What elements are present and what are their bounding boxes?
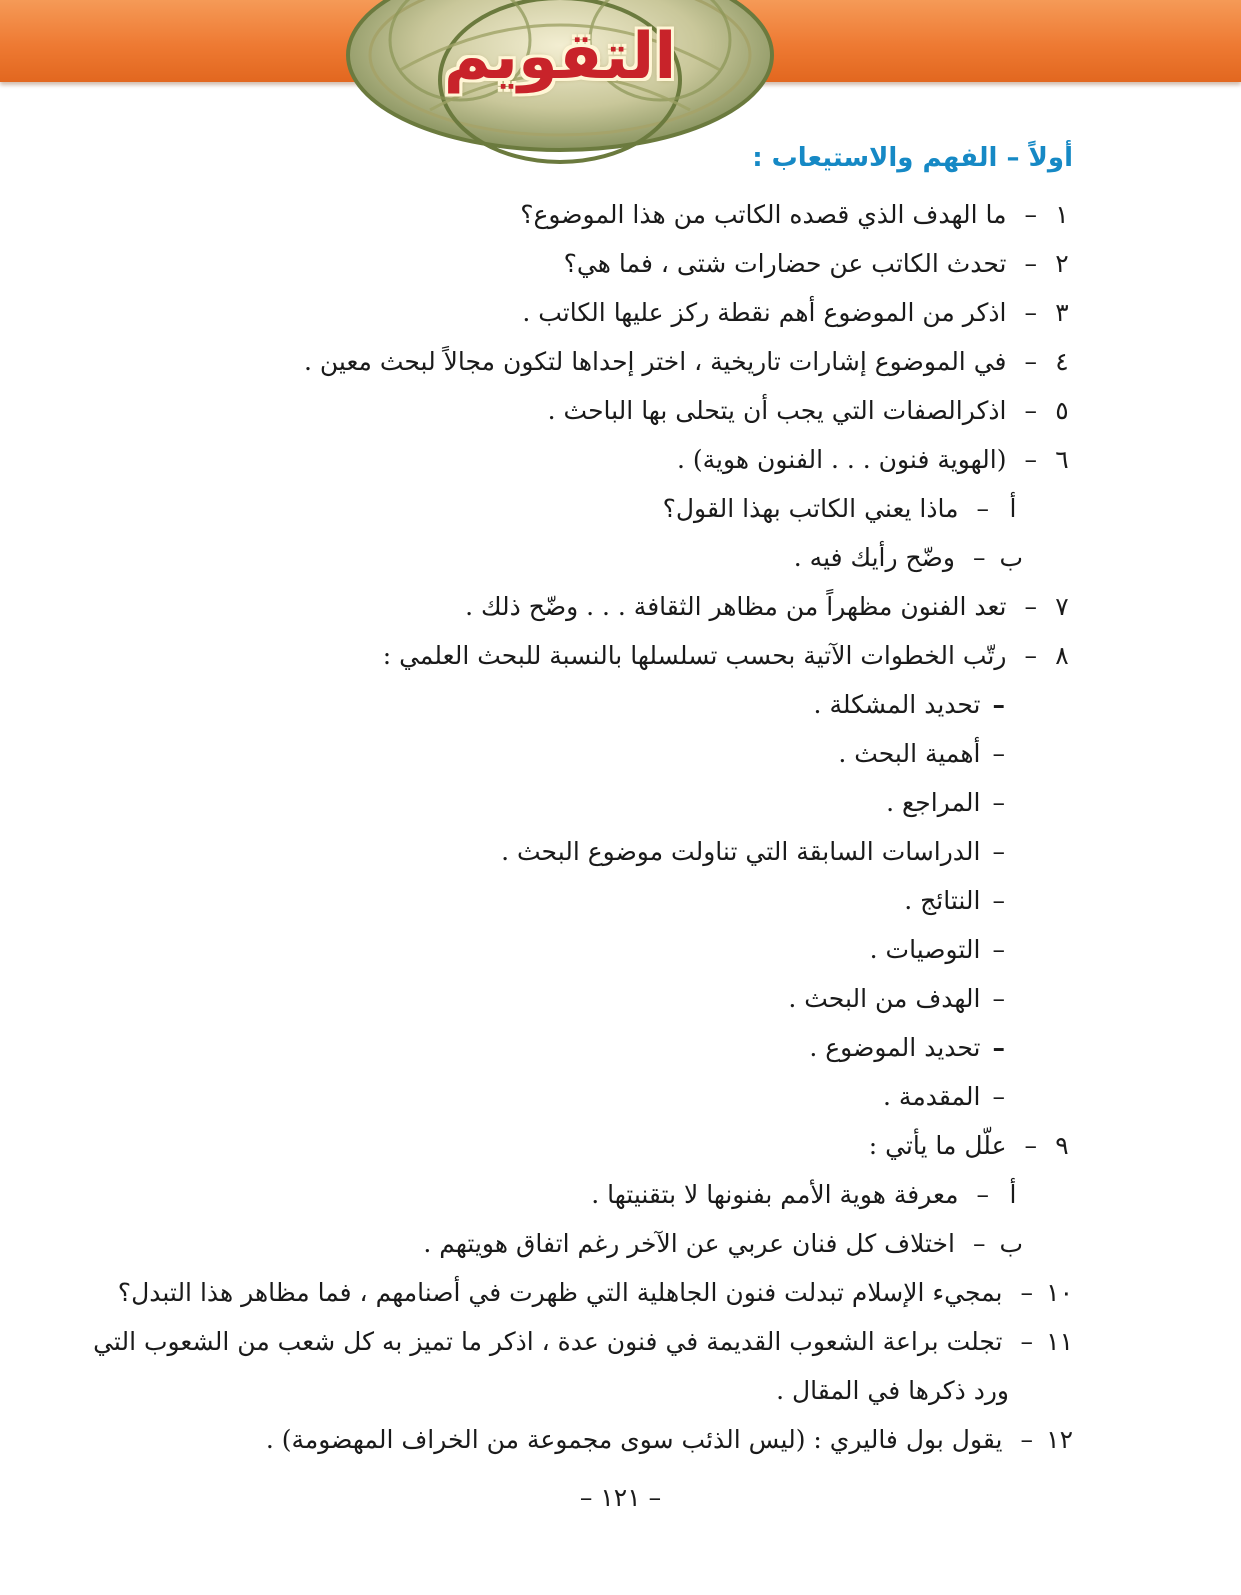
question-3: ٣ – اذكر من الموضوع أهم نقطة ركز عليها الكاتب . (522, 288, 1073, 338)
step-item: – تحديد الموضوع . (809, 1033, 1005, 1062)
question-number: ٩ (1055, 1131, 1069, 1160)
step-item: – أهمية البحث . (838, 739, 1005, 768)
question-number: ٤ (1055, 347, 1069, 376)
question-number: ٣ (1055, 298, 1069, 327)
question-10: ١٠ – بمجيء الإسلام تبدلت فنون الجاهلية التي ظهرت في أصنامهم ، فما مظاهر هذا التبدل؟ (118, 1268, 1073, 1318)
question-text: يقول بول فاليري : (ليس الذئب سوى مجموعة من الخراف المهضومة) . (265, 1425, 1003, 1454)
question-text: تعد الفنون مظهراً من مظاهر الثقافة . . . وضّح ذلك . (465, 592, 1007, 621)
question-text: تحدث الكاتب عن حضارات شتى ، فما هي؟ (563, 249, 1007, 278)
sub-letter: ب (999, 1229, 1023, 1258)
question-4: ٤ – في الموضوع إشارات تاريخية ، اختر إحداها لتكون مجالاً لبحث معين . (304, 337, 1073, 387)
sub-letter: ب (999, 543, 1023, 572)
sub-question-text: ماذا يعني الكاتب بهذا القول؟ (662, 494, 959, 523)
question-number: ٦ (1055, 445, 1069, 474)
question-text: تجلت براعة الشعوب القديمة في فنون عدة ، اذكر ما تميز به كل شعب من الشعوب التي (93, 1327, 1003, 1356)
question-text: علّل ما يأتي : (868, 1131, 1007, 1160)
question-6-part-a: أ – ماذا يعني الكاتب بهذا القول؟ (663, 484, 1023, 534)
question-12: ١٢ – يقول بول فاليري : (ليس الذئب سوى مجموعة من الخراف المهضومة) . (266, 1415, 1073, 1465)
question-text: رتّب الخطوات الآتية بحسب تسلسلها بالنسبة للبحث العلمي : (382, 641, 1007, 670)
question-number: ١ (1055, 200, 1069, 229)
question-number: ٥ (1055, 396, 1069, 425)
question-number: ٨ (1055, 641, 1069, 670)
step-item: – تحديد المشكلة . (813, 690, 1005, 719)
question-number: ٧ (1055, 592, 1069, 621)
step-item: – النتائج . (904, 886, 1005, 915)
banner-title: التقويم (443, 20, 677, 94)
question-text: اذكر من الموضوع أهم نقطة ركز عليها الكاتب . (522, 298, 1007, 327)
question-11-continuation: ورد ذكرها في المقال . (776, 1376, 1009, 1405)
question-number: ١٢ (1046, 1425, 1073, 1454)
step-item: – المراجع . (886, 788, 1005, 817)
question-number: ٢ (1055, 249, 1069, 278)
section-heading: أولاً – الفهم والاستيعاب : (752, 143, 1073, 173)
question-2: ٢ – تحدث الكاتب عن حضارات شتى ، فما هي؟ (564, 239, 1073, 289)
step-item: – الدراسات السابقة التي تناولت موضوع البحث . (501, 837, 1005, 866)
question-5: ٥ – اذكرالصفات التي يجب أن يتحلى بها الباحث . (548, 386, 1073, 436)
question-11: ١١ – تجلت براعة الشعوب القديمة في فنون عدة ، اذكر ما تميز به كل شعب من الشعوب التي (93, 1317, 1073, 1367)
step-item: – المقدمة . (883, 1082, 1005, 1111)
question-text: بمجيء الإسلام تبدلت فنون الجاهلية التي ظهرت في أصنامهم ، فما مظاهر هذا التبدل؟ (117, 1278, 1003, 1307)
question-6-part-b: ب – وضّح رأيك فيه . (794, 533, 1023, 583)
sub-question-text: معرفة هوية الأمم بفنونها لا بتقنيتها . (591, 1180, 959, 1209)
page-number: – ١٢١ – (579, 1483, 662, 1512)
question-9-part-b: ب – اختلاف كل فنان عربي عن الآخر رغم اتفاق هويتهم . (423, 1219, 1023, 1269)
sub-question-text: اختلاف كل فنان عربي عن الآخر رغم اتفاق هويتهم . (423, 1229, 955, 1258)
step-item: – الهدف من البحث . (788, 984, 1005, 1013)
question-8: ٨ – رتّب الخطوات الآتية بحسب تسلسلها بالنسبة للبحث العلمي : (383, 631, 1073, 681)
sub-question-text: وضّح رأيك فيه . (793, 543, 955, 572)
sub-letter: أ (1009, 494, 1017, 523)
question-text: ما الهدف الذي قصده الكاتب من هذا الموضوع؟ (520, 200, 1007, 229)
question-text: في الموضوع إشارات تاريخية ، اختر إحداها لتكون مجالاً لبحث معين . (304, 347, 1007, 376)
question-7: ٧ – تعد الفنون مظهراً من مظاهر الثقافة . . . وضّح ذلك . (465, 582, 1073, 632)
question-6: ٦ – (الهوية فنون . . . الفنون هوية) . (677, 435, 1073, 485)
question-number: ١٠ (1046, 1278, 1073, 1307)
sub-letter: أ (1009, 1180, 1017, 1209)
question-9: ٩ – علّل ما يأتي : (869, 1121, 1073, 1171)
question-number: ١١ (1046, 1327, 1073, 1356)
step-item: – التوصيات . (869, 935, 1005, 964)
question-1: ١ – ما الهدف الذي قصده الكاتب من هذا الموضوع؟ (520, 190, 1073, 240)
question-9-part-a: أ – معرفة هوية الأمم بفنونها لا بتقنيتها . (591, 1170, 1023, 1220)
question-text: اذكرالصفات التي يجب أن يتحلى بها الباحث . (547, 396, 1007, 425)
question-text: (الهوية فنون . . . الفنون هوية) . (676, 445, 1007, 474)
